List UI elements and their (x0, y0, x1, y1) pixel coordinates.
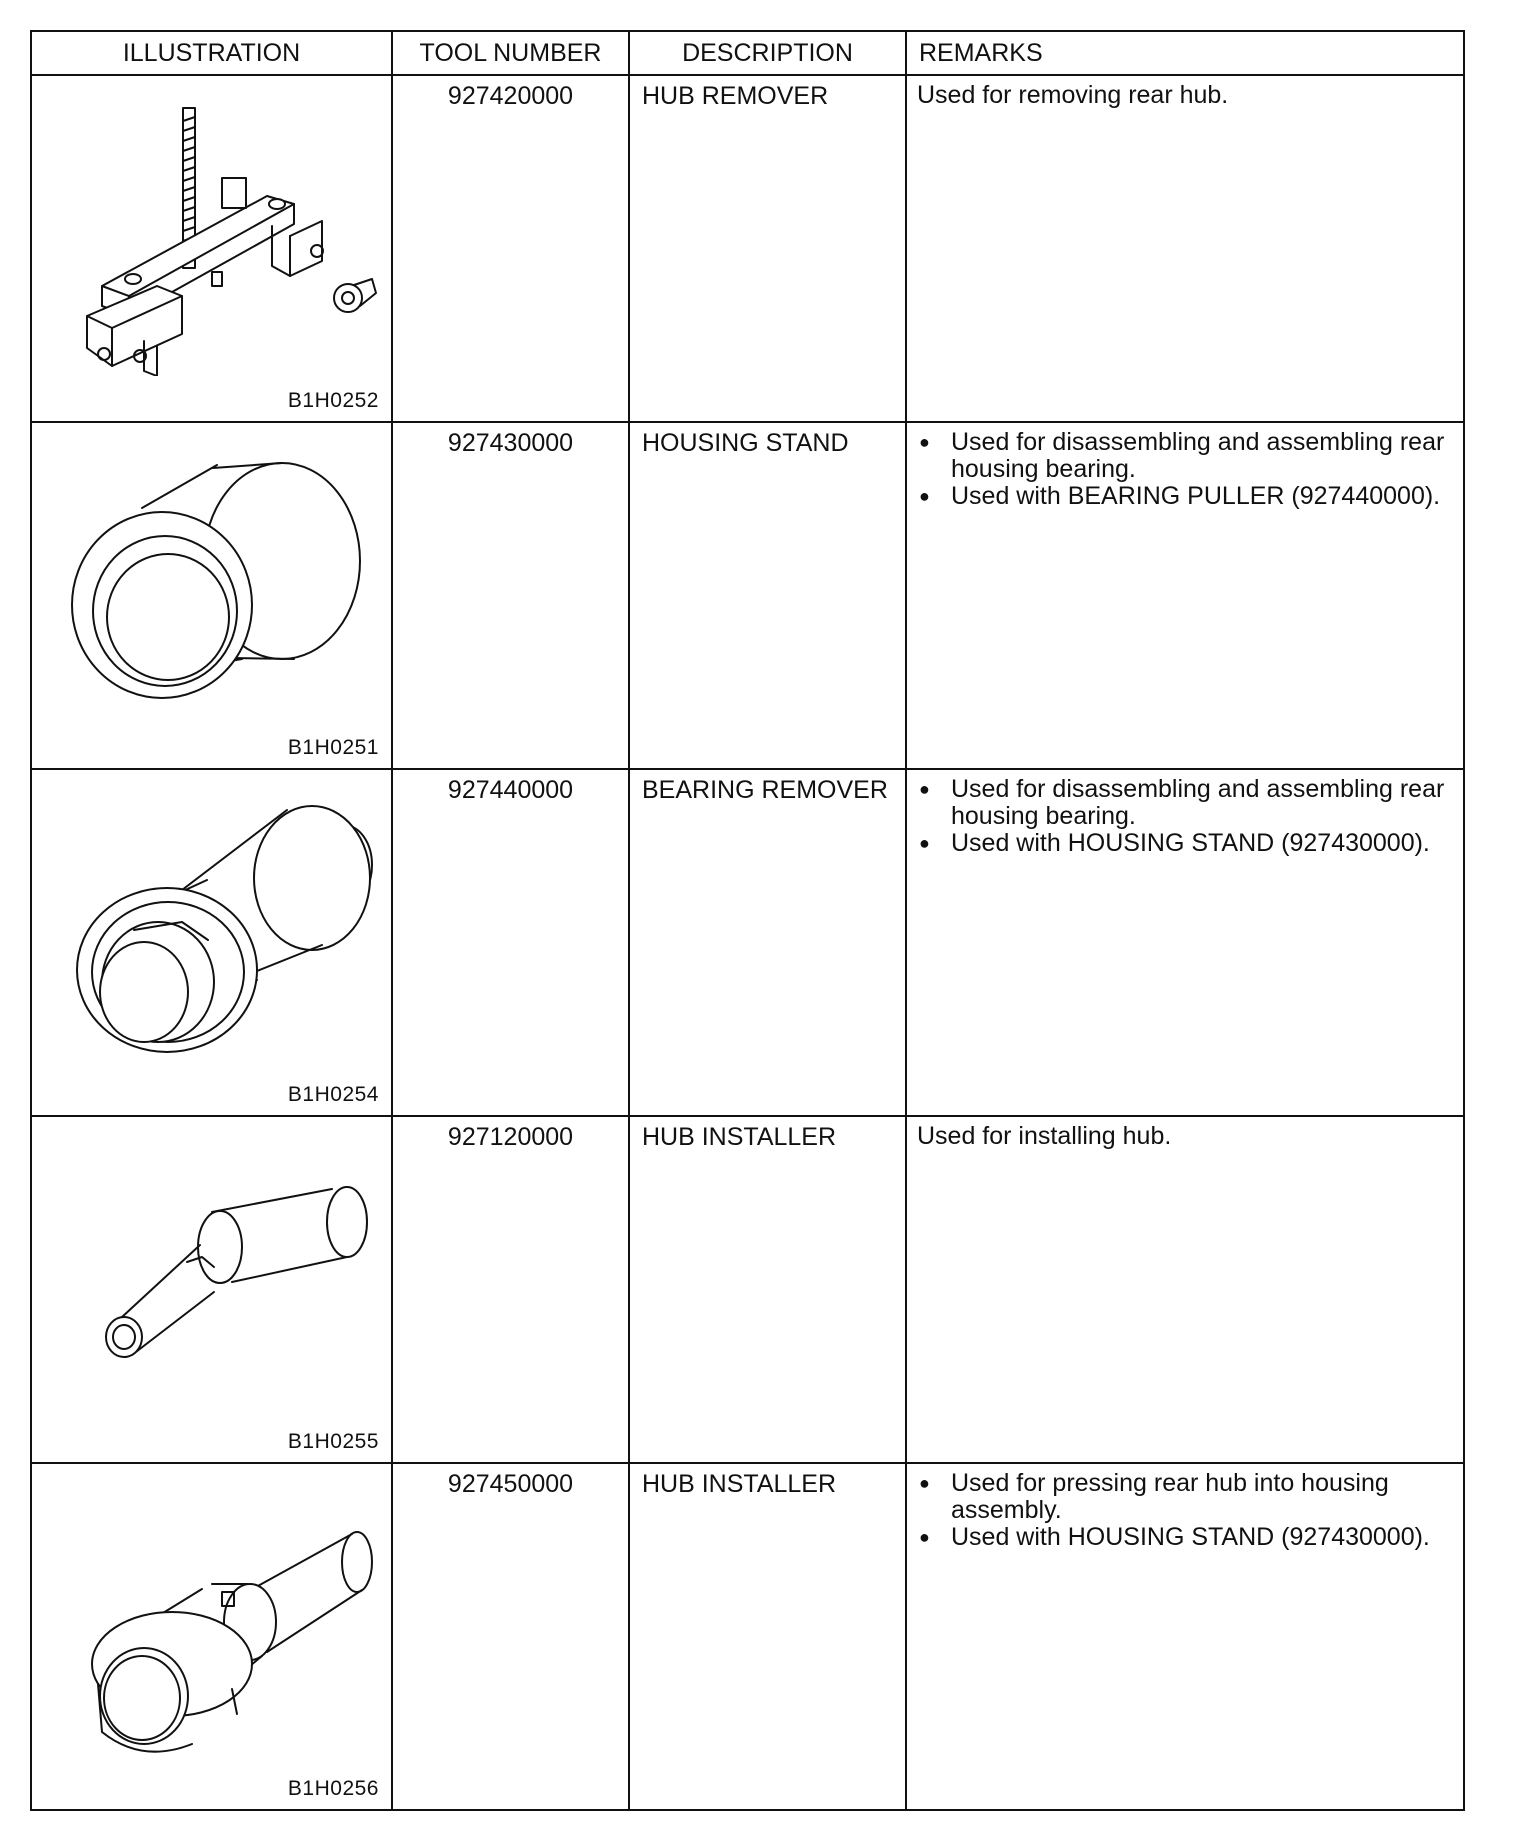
tool-remarks (906, 769, 1464, 1116)
remark-bullet: ● Used with HOUSING STAND (927430000). (917, 1524, 1453, 1551)
header-description: DESCRIPTION (629, 31, 906, 75)
table-row (31, 1463, 1464, 1810)
tool-description: HUB REMOVER (629, 75, 906, 422)
tool-description: HUB INSTALLER (629, 1463, 906, 1810)
table-row (31, 75, 1464, 422)
hub-remover-icon (32, 76, 391, 376)
illustration-cell (31, 422, 392, 769)
housing-stand-icon (32, 423, 391, 723)
tool-description: HUB INSTALLER (629, 1116, 906, 1463)
remark-bullet: ● Used for disassembling and assembling rear housing bearing. (917, 776, 1453, 830)
tool-number: 927120000 (392, 1116, 629, 1463)
tool-number: 927430000 (392, 422, 629, 769)
remark-bullet: ● Used for disassembling and assembling rear housing bearing. (917, 429, 1453, 483)
header-remarks: REMARKS (906, 31, 1464, 75)
remark-bullet: ● Used with BEARING PULLER (927440000). (917, 483, 1453, 510)
remark-list (917, 1470, 1453, 1551)
illustration-cell (31, 1463, 392, 1810)
illustration-code: B1H0254 (287, 1083, 379, 1106)
tool-remarks (906, 422, 1464, 769)
hub-installer-icon (32, 1117, 391, 1417)
illustration-cell (31, 769, 392, 1116)
tool-number: 927420000 (392, 75, 629, 422)
tool-number: 927450000 (392, 1463, 629, 1810)
bearing-remover-icon (32, 770, 391, 1070)
tool-remarks (906, 1463, 1464, 1810)
remark-bullet: ● Used for pressing rear hub into housing assembly. (917, 1470, 1453, 1524)
special-tools-table (30, 30, 1465, 1811)
tool-number: 927440000 (392, 769, 629, 1116)
illustration-code: B1H0256 (287, 1777, 379, 1800)
table-row (31, 1116, 1464, 1463)
table-row (31, 422, 1464, 769)
remark-bullet: ● Used with HOUSING STAND (927430000). (917, 830, 1453, 857)
header-illustration: ILLUSTRATION (31, 31, 392, 75)
tool-remarks (906, 75, 1464, 422)
hub-installer-press-icon (32, 1464, 391, 1764)
remark-list (917, 776, 1453, 857)
illustration-code: B1H0255 (287, 1430, 379, 1453)
tool-description: HOUSING STAND (629, 422, 906, 769)
table-row (31, 769, 1464, 1116)
remark-list (917, 429, 1453, 510)
tool-remarks (906, 1116, 1464, 1463)
illustration-code: B1H0251 (287, 736, 379, 759)
illustration-code: B1H0252 (287, 389, 379, 412)
header-tool-number: TOOL NUMBER (392, 31, 629, 75)
tool-description: BEARING REMOVER (629, 769, 906, 1116)
remark-text: Used for removing rear hub. (917, 81, 1229, 109)
illustration-cell (31, 75, 392, 422)
illustration-cell (31, 1116, 392, 1463)
header-row (31, 31, 1464, 75)
remark-text: Used for installing hub. (917, 1122, 1172, 1150)
